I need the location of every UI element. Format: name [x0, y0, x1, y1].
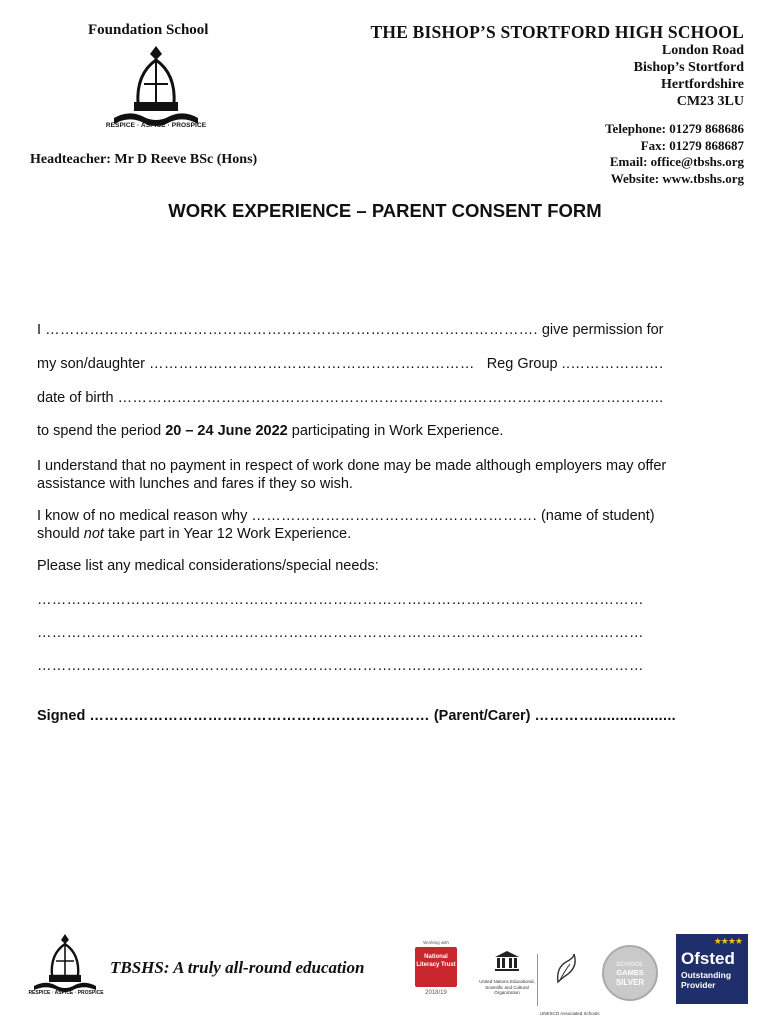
- medical-name-hint: (name of student): [540, 508, 655, 524]
- unesco-text: United Nations Educational, Scientific and Cultural Organization: [479, 979, 535, 995]
- foundation-label: Foundation School: [88, 22, 209, 38]
- school-games-logo: [602, 945, 658, 1001]
- footer-motto: RESPICE · ASPICE · PROSPICE: [28, 990, 104, 996]
- website: Website: www.tbshs.org: [610, 170, 744, 186]
- medical-text-pre: I know of no medical reason why: [37, 508, 248, 524]
- fax: Fax: 01279 868687: [640, 137, 744, 153]
- parent-name-line: [37, 322, 664, 338]
- literacy-trust-logo: [412, 940, 460, 996]
- unesco-divider: [537, 954, 538, 1006]
- considerations-line-1[interactable]: ……………………………………………………………………………………………………………: [37, 592, 644, 608]
- games-line-2: GAMES: [616, 968, 644, 977]
- ofsted-grade: Outstanding Provider: [681, 970, 732, 990]
- footer-tagline: TBSHS: A truly all-round education: [110, 958, 365, 977]
- school-crest-icon: [108, 44, 204, 146]
- considerations-line-2[interactable]: ……………………………………………………………………………………………………………: [37, 625, 644, 641]
- permission-text: give permission for: [541, 322, 664, 338]
- signed-role: (Parent/Carer): [433, 708, 531, 724]
- email: Email: office@tbshs.org: [609, 154, 744, 169]
- signed-date-field[interactable]: …………...................: [534, 708, 676, 724]
- literacy-year: 2018/19: [425, 990, 447, 996]
- signature-field[interactable]: ……………………………………………………………: [89, 708, 430, 724]
- medical-not: not: [83, 526, 104, 542]
- signed-label: Signed: [37, 708, 86, 724]
- considerations-line-3[interactable]: ……………………………………………………………………………………………………………: [37, 658, 644, 674]
- telephone: Telephone: 01279 868686: [605, 121, 744, 136]
- address-line: CM23 3LU: [676, 94, 744, 109]
- ofsted-stars-icon: ★★★★: [713, 936, 742, 946]
- school-name: THE BISHOP’S STORTFORD HIGH SCHOOL: [370, 22, 744, 42]
- parent-name-field[interactable]: ……………………………………………………………………………………….: [45, 322, 538, 338]
- address-line: London Road: [661, 43, 744, 58]
- headteacher-name: Headteacher: Mr D Reeve BSc (Hons): [30, 152, 258, 167]
- literacy-working-with: Working with: [423, 940, 449, 945]
- period-dates: 20 – 24 June 2022: [165, 423, 288, 439]
- signature-line: [37, 708, 676, 724]
- medical-should: should: [37, 526, 84, 542]
- student-name-field[interactable]: …………………………………………………………: [149, 356, 475, 372]
- period-text-post: participating in Work Experience.: [287, 423, 504, 439]
- school-contact: [605, 121, 744, 187]
- school-address: [634, 42, 744, 110]
- period-statement: [37, 423, 503, 439]
- medical-statement: [37, 507, 737, 543]
- reg-group-label: Reg Group: [486, 356, 558, 372]
- unesco-logo: [476, 950, 538, 996]
- dob-label: date of birth: [37, 390, 114, 406]
- dob-line: [37, 390, 663, 406]
- parent-name-label: I: [37, 322, 42, 338]
- period-text-pre: to spend the period: [37, 423, 166, 439]
- address-line: Bishop’s Stortford: [633, 60, 744, 75]
- payment-statement: I understand that no payment in respect of work done may be made although employers may offer assistance with lunches and fares if they so wish.: [37, 458, 667, 492]
- address-line: Hertfordshire: [661, 77, 744, 92]
- student-name-label: my son/daughter: [37, 356, 146, 372]
- unesco-leaf-icon: [554, 952, 578, 986]
- games-line-1: SCHOOL: [616, 961, 644, 968]
- unesco-associated: UNESCO Associated Schools: [540, 1011, 600, 1016]
- reg-group-field[interactable]: ..……………….: [561, 356, 664, 372]
- medical-student-field[interactable]: ………………………………………………….: [251, 508, 537, 524]
- crest-motto: RESPICE · ASPICE · PROSPICE: [105, 122, 207, 129]
- ofsted-name: Ofsted: [681, 949, 735, 968]
- literacy-badge: National Literacy Trust: [415, 947, 457, 987]
- games-line-3: SILVER: [615, 978, 645, 987]
- dob-field[interactable]: ………………………………………………………………………………………………...: [117, 390, 664, 406]
- medical-rest: take part in Year 12 Work Experience.: [103, 526, 352, 542]
- ofsted-logo: [676, 934, 748, 1004]
- unesco-temple-icon: [494, 950, 520, 972]
- considerations-label: Please list any medical considerations/special needs:: [37, 558, 379, 574]
- form-title: WORK EXPERIENCE – PARENT CONSENT FORM: [168, 200, 602, 221]
- student-name-line: [37, 356, 663, 372]
